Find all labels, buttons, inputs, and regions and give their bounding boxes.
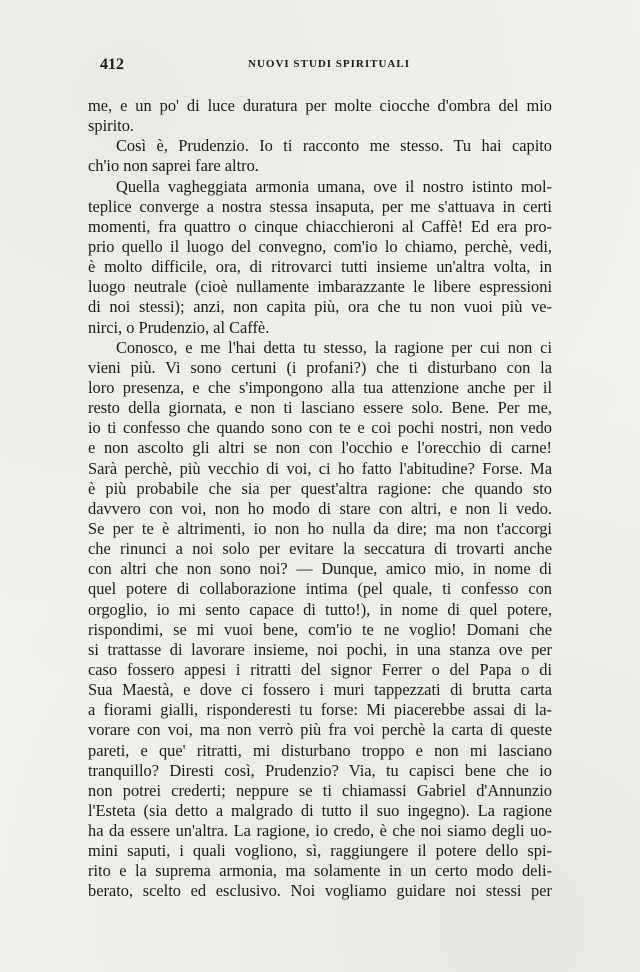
text-line: rispondimi, se mi vuoi bene, com'io te ne voglio! Domani che [88,619,552,639]
text-line: Se per te è altrimenti, io non ho nulla da dire; ma non t'accorgi [88,518,552,538]
text-line: caso fossero appesi i ritratti del signor Ferrer o del Papa o di [88,659,552,679]
text-line: davvero con voi, non ho modo di stare con altri, e non li vedo. [88,498,552,518]
text-line: Conosco, e me l'hai detta tu stesso, la ragione per cui non ci [116,337,552,357]
text-line: nirci, o Prudenzio, al Caffè. [88,317,270,337]
text-line: di noi stessi); anzi, non capita più, ora che tu non vuoi più ve- [88,297,552,317]
text-line: prio quello il luogo del convegno, com'io lo chiamo, perchè, vedi, [88,236,552,256]
text-line: orgoglio, io mi sento capace di tutto!), in nome di quel potere, [88,599,552,619]
text-line: tranquillo? Diresti così, Prudenzio? Via, tu capisci bene che io [88,760,552,780]
body-text [88,96,552,902]
text-line: resto della giornata, e non ti lasciano essere solo. Bene. Per me, [88,398,552,418]
running-title: NUOVI STUDI SPIRITUALI [248,58,410,70]
text-line: ch'io non saprei fare altro. [88,156,259,176]
text-line: quel potere di collaborazione intima (pel quale, ti confesso con [88,579,552,599]
text-line: mini saputi, i quali vogliono, sì, raggiungere il potere dello spi- [88,841,552,861]
text-line: non potrei crederti; neppure se ti chiamassi Gabriel d'Annunzio [88,780,552,800]
text-line: si trattasse di lavorare insieme, noi pochi, in una stanza ove per [88,639,552,659]
text-line: vorare con voi, ma non verrò più fra voi perchè la carta di queste [88,720,552,740]
text-line: che rinunci a noi solo per evitare la seccatura di trovarti anche [88,539,552,559]
text-line: è più probabile che sia per quest'altra ragione: che quando sto [88,478,552,498]
text-line: l'Esteta (sia detto a malgrado di tutto il suo ingegno). La ragione [88,800,552,820]
text-line: ha da essere un'altra. La ragione, io credo, è che noi siamo degli uo- [88,821,552,841]
page-number: 412 [100,56,124,73]
text-line: è molto difficile, ora, di ritrovarci tutti insieme un'altra volta, in [88,257,552,277]
page-header [100,56,560,76]
text-line: spirito. [88,116,134,136]
text-line: loro presenza, e che s'impongono alla tua attenzione anche per il [88,377,552,397]
text-line: teplice converge a nostra stessa insaputa, per me s'attuava in certi [88,196,552,216]
text-line: luogo neutrale (cioè nullamente imbarazzante le libere espressioni [88,277,552,297]
text-line: e non ascolto gli altri se non con l'occhio e l'orecchio di carne! [88,438,552,458]
text-line: io ti confesso che quando sono con te e coi pochi nostri, non vedo [88,418,552,438]
text-line: Quella vagheggiata armonia umana, ove il nostro istinto mol- [116,176,552,196]
text-line: pareti, e que' ritratti, mi disturbano troppo e non mi lasciano [88,740,552,760]
text-line: a fiorami gialli, risponderesti tu forse: Mi piacerebbe assai di la- [88,700,552,720]
text-line: rito e la suprema armonia, ma solamente in un certo modo deli- [88,861,552,881]
text-line: Così è, Prudenzio. Io ti racconto me stesso. Tu hai capito [116,136,552,156]
text-line: vieni più. Vi sono certuni (i profani?) che ti disturbano con la [88,357,552,377]
text-line: Sarà perchè, più vecchio di voi, ci ho fatto l'abitudine? Forse. Ma [88,458,552,478]
text-line: con altri che non sono noi? — Dunque, amico mio, in nome di [88,559,552,579]
text-line: berato, scelto ed esclusivo. Noi vogliamo guidare noi stessi per [88,881,552,901]
text-line: Sua Maestà, e dove ci fossero i muri tappezzati di brutta carta [88,680,552,700]
text-line: momenti, fra quattro o cinque chiacchieroni al Caffè! Ed era pro- [88,216,552,236]
text-line: me, e un po' di luce duratura per molte ciocche d'ombra del mio [88,96,552,115]
